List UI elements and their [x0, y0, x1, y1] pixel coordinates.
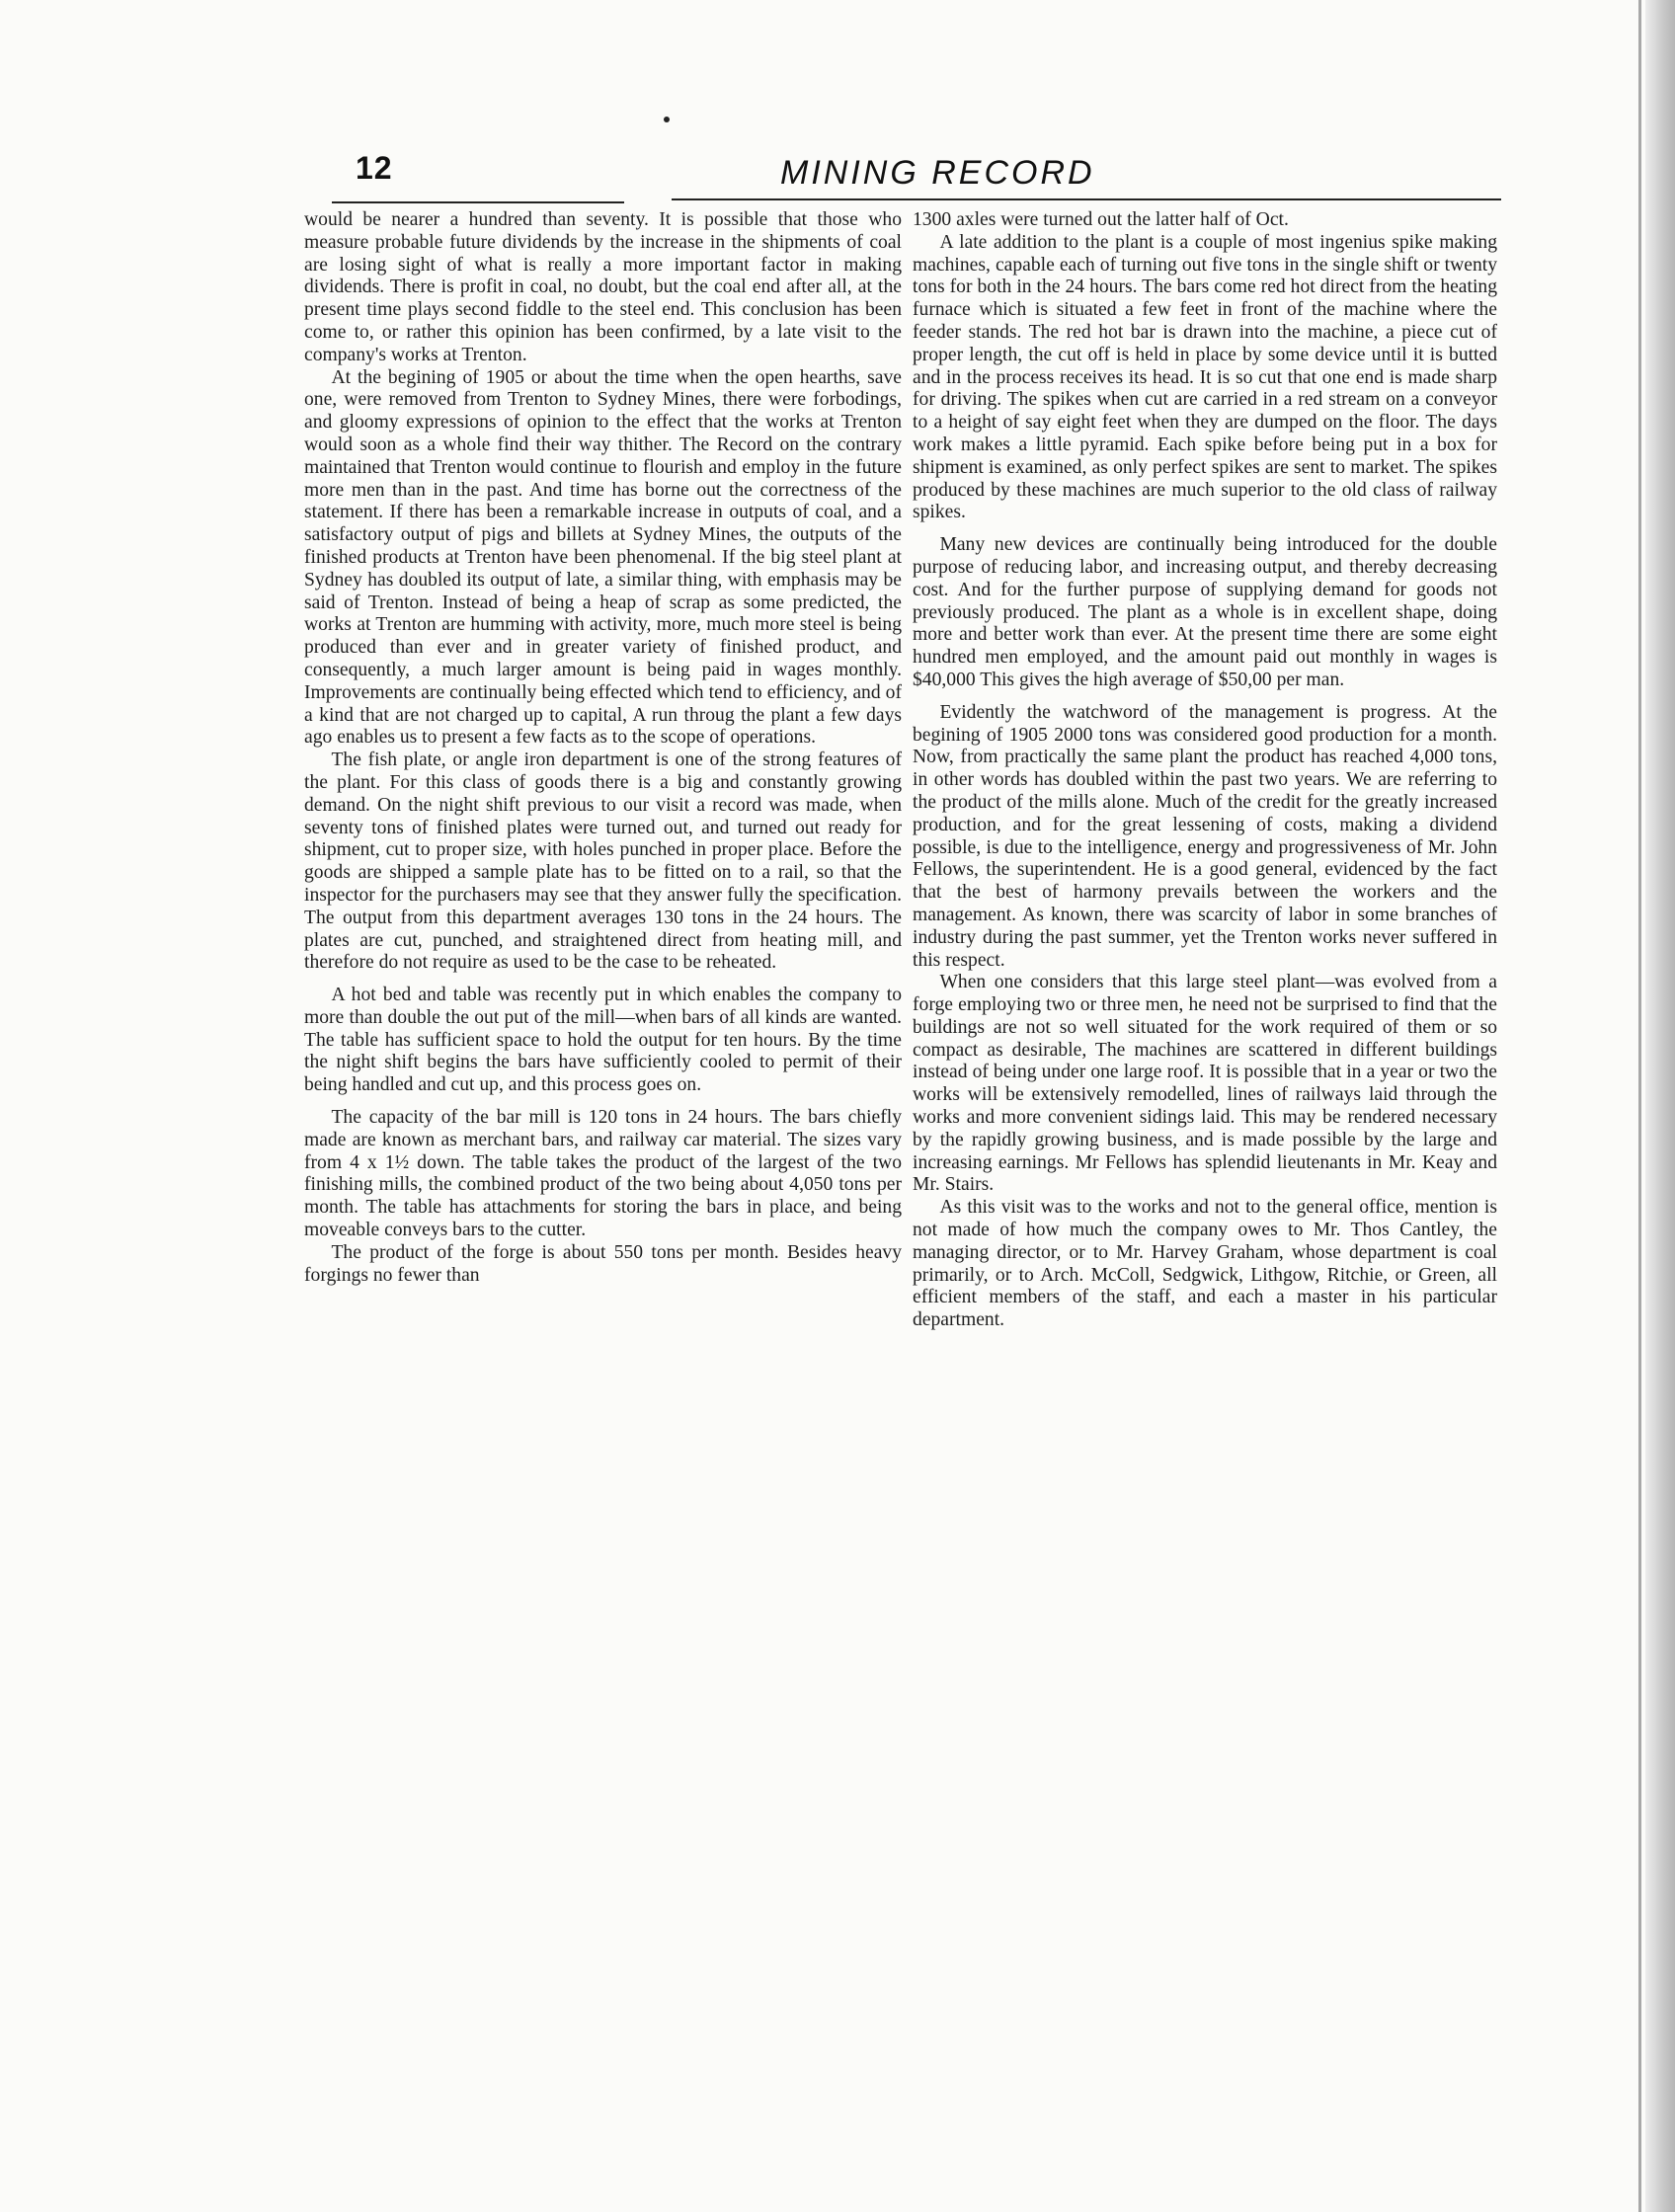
- paragraph: As this visit was to the works and not to the general office, mention is not made of how much the company owes to Mr. Thos Cantley, the managing director, or to Mr. Harvey Graham, whose department is coal primarily, or to Arch. McColl, Sedgwick, Lithgow, Ritchie, or Green, all efficient members of the staff, and each a master in his particular department.: [913, 1197, 1497, 1331]
- page-edge-line: [1638, 0, 1641, 2212]
- page-title: MINING RECORD: [780, 154, 1095, 192]
- paragraph: The fish plate, or angle iron department is one of the strong features of the plant. For this class of goods there is a big and constantly growing demand. On the night shift previous to our visit a record was made, when seventy tons of finished plates were turned out, and turned out ready for shipment, cut to proper size, with holes punched in proper place. Before the goods are shipped a sample plate has to be fitted on to a rail, so that the inspector for the purchasers may see that they answer fully the specification. The output from this department averages 130 tons in the 24 hours. The plates are cut, punched, and straightened direct from heating mill, and therefore do not require as used to be the case to be reheated.: [304, 750, 902, 974]
- paragraph: A hot bed and table was recently put in which enables the company to more than double the out put of the mill—when bars of all kinds are wanted. The table has sufficient space to hold the output for ten hours. By the time the night shift begins the bars have sufficiently cooled to permit of their being handled and cut up, and this process goes on.: [304, 985, 902, 1096]
- paragraph: When one considers that this large steel plant—was evolved from a forge employing two or three men, he need not be surprised to find that the buildings are not so well situated for the work required of them or so compact as desirable, The machines are scattered in different buildings instead of being under one large roof. It is possible that in a year or two the works will be extensively remodelled, lines of railways laid through the works and more convenient sidings laid. This may be rendered necessary by the rapidly growing business, and is made possible by the large and increasing earnings. Mr Fellows has splendid lieutenants in Mr. Keay and Mr. Stairs.: [913, 972, 1497, 1196]
- header-rule-left: [332, 201, 624, 203]
- left-column: [304, 209, 902, 1947]
- page-number: 12: [356, 150, 393, 186]
- paragraph: The product of the forge is about 550 tons per month. Besides heavy forgings no fewer than: [304, 1241, 902, 1286]
- paragraph: Evidently the watchword of the management is progress. At the begining of 1905 2000 tons was considered good production for a month. Now, from practically the same plant the product has reached 4,000 tons, in other words has doubled within the past two years. We are referring to the product of the mills alone. Much of the credit for the greatly increased production, and for the great lessening of costs, making a dividend possible, is due to the intelligence, energy and progressiveness of Mr. John Fellows, the superintendent. He is a good general, evidenced by the fact that the best of harmony prevails between the workers and the management. As known, there was scarcity of labor in some branches of industry during the past summer, yet the Trenton works never suffered in this respect.: [913, 701, 1497, 971]
- paragraph: would be nearer a hundred than seventy. It is possible that those who measure probable future dividends by the increase in the shipments of coal are losing sight of what is really a more important factor in making dividends. There is profit in coal, no doubt, but the coal end after all, at the present time plays second fiddle to the steel end. This conclusion has been come to, or rather this opinion has been confirmed, by a late visit to the company's works at Trenton.: [304, 209, 902, 365]
- paragraph: 1300 axles were turned out the latter half of Oct.: [913, 209, 1289, 230]
- paragraph: A late addition to the plant is a couple of most ingenius spike making machines, capable each of turning out five tons in the single shift or twenty tons for both in the 24 hours. The bars come red hot direct from the heating furnace which is situated a few feet in front of the machine where the feeder stands. The red hot bar is drawn into the machine, a piece cut of proper length, the cut off is held in place by some device until it is butted and in the process receives its head. It is so cut that one end is made sharp for driving. The spikes when cut are carried in a red stream on a conveyor to a height of say eight feet when they are dumped on the floor. The days work makes a little pyramid. Each spike before being put in a box for shipment is examined, as only perfect spikes are sent to market. The spikes produced by these machines are much superior to the old class of railway spikes.: [913, 231, 1497, 523]
- paragraph: Many new devices are continually being introduced for the double purpose of reducing labor, and increasing output, and thereby decreasing cost. And for the further purpose of supplying demand for goods not previously produced. The plant as a whole is in excellent shape, doing more and better work than ever. At the present time there are some eight hundred men employed, and the amount paid out monthly in wages is $40,000 This gives the high average of $50,00 per man.: [913, 534, 1497, 690]
- right-column: [913, 209, 1497, 1967]
- header-rule-right: [672, 198, 1501, 200]
- ink-speck: [664, 117, 670, 122]
- paragraph: The capacity of the bar mill is 120 tons in 24 hours. The bars chiefly made are known as merchant bars, and railway car material. The sizes vary from 4 x 1½ down. The table takes the product of the largest of the two finishing mills, the combined product of the two being about 4,050 tons per month. The table has attachments for storing the bars in place, and being moveable conveys bars to the cutter.: [304, 1107, 902, 1241]
- paragraph: At the begining of 1905 or about the time when the open hearths, save one, were removed from Trenton to Sydney Mines, there were forbodings, and gloomy expressions of opinion to the effect that the works at Trenton would soon as a whole find their way thither. The Record on the contrary maintained that Trenton would continue to flourish and employ in the future more men than in the past. And time has borne out the correctness of the statement. If there has been a remarkable increase in outputs of coal, and a satisfactory output of pigs and billets at Sydney Mines, the outputs of the finished products at Trenton have been phenomenal. If the big steel plant at Sydney has doubled its output of late, a similar thing, with emphasis may be said of Trenton. Instead of being a heap of scrap as some predicted, the works at Trenton are humming with activity, more, much more steel is being produced than ever and in greater variety of finished product, and consequently, a much larger amount is being paid in wages monthly. Improvements are continually being effected which tend to efficiency, and of a kind that are not charged up to capital, A run throug the plant a few days ago enables us to present a few facts as to the scope of operations.: [304, 366, 902, 749]
- page-edge-shadow: [1645, 0, 1675, 2212]
